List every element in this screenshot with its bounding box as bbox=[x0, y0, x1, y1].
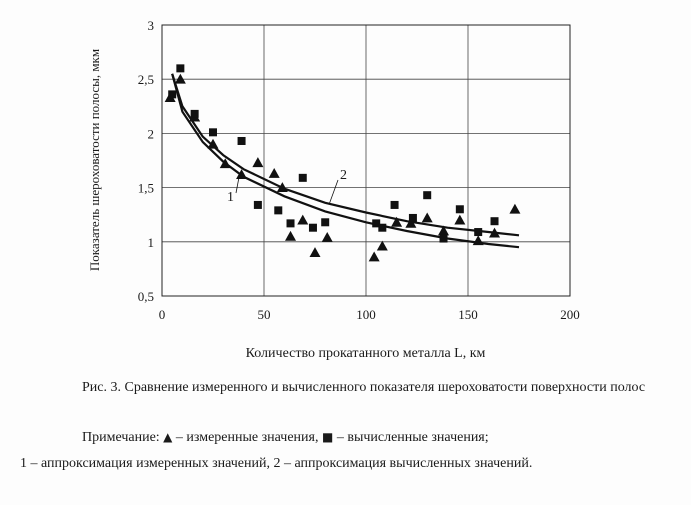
calculated-point bbox=[299, 174, 307, 182]
x-tick-label: 0 bbox=[158, 307, 166, 322]
curve-label-2: 2 bbox=[340, 168, 347, 183]
curve-label-2-leader bbox=[329, 180, 338, 204]
calculated-point bbox=[440, 235, 448, 243]
calculated-point bbox=[309, 224, 317, 232]
calculated-point bbox=[274, 206, 282, 214]
triangle-icon: ▲ bbox=[163, 430, 173, 444]
calculated-point bbox=[456, 205, 464, 213]
x-tick-label: 50 bbox=[257, 307, 271, 322]
calculated-point bbox=[209, 128, 217, 136]
y-tick-label: 1 bbox=[147, 234, 154, 250]
calculated-point bbox=[378, 224, 386, 232]
note-prefix: Примечание: bbox=[82, 430, 160, 445]
calculated-point bbox=[191, 110, 199, 118]
x-tick-label: 100 bbox=[356, 307, 376, 322]
calculated-point bbox=[168, 90, 176, 98]
measured-point bbox=[285, 231, 296, 241]
measured-point bbox=[310, 247, 321, 257]
measured-point bbox=[297, 215, 308, 225]
x-tick-label: 150 bbox=[458, 307, 478, 322]
curve-label-1: 1 bbox=[227, 190, 234, 205]
measured-point bbox=[252, 157, 263, 167]
calculated-point bbox=[474, 228, 482, 236]
calculated-point bbox=[238, 137, 246, 145]
figure-caption: Рис. 3. Сравнение измеренного и вычисленного показателя шероховатости поверхности полос bbox=[82, 380, 646, 395]
measured-point bbox=[175, 74, 186, 84]
measured-point bbox=[369, 251, 380, 261]
calculated-point bbox=[391, 201, 399, 209]
approximation-curve-2 bbox=[172, 74, 519, 236]
calculated-point bbox=[423, 191, 431, 199]
measured-point bbox=[269, 168, 280, 178]
y-tick-label: 2 bbox=[147, 126, 154, 142]
measured-point bbox=[509, 204, 520, 214]
note-measured: – измеренные значения, bbox=[175, 430, 319, 445]
y-tick-label: 0,5 bbox=[137, 289, 154, 304]
y-axis-label: Показатель шероховатости полосы, мкм bbox=[87, 48, 102, 272]
curve-labels bbox=[227, 168, 347, 205]
calculated-point bbox=[287, 219, 295, 227]
measured-point bbox=[422, 212, 433, 222]
y-tick-label: 1,5 bbox=[137, 180, 154, 196]
calculated-point bbox=[176, 64, 184, 72]
calculated-point bbox=[491, 217, 499, 225]
square-icon: ■ bbox=[321, 430, 334, 444]
note-legend bbox=[82, 430, 489, 446]
measured-point bbox=[322, 232, 333, 242]
y-tick-label: 3 bbox=[147, 18, 154, 33]
y-tick-label: 2,5 bbox=[137, 72, 154, 88]
x-tick-label: 200 bbox=[560, 307, 580, 322]
note-calculated: – вычисленные значения; bbox=[336, 430, 489, 445]
calculated-point bbox=[254, 201, 262, 209]
calculated-point bbox=[321, 218, 329, 226]
calculated-point bbox=[409, 214, 417, 222]
measured-point bbox=[473, 235, 484, 245]
measured-point bbox=[454, 215, 465, 225]
note-approximations: 1 – аппроксимация измеренных значений, 2 – аппроксимация вычисленных значений. bbox=[20, 456, 533, 471]
tick-labels bbox=[138, 18, 580, 322]
data-points bbox=[165, 64, 521, 261]
x-axis-label: Количество прокатанного металла L, км bbox=[245, 346, 486, 361]
